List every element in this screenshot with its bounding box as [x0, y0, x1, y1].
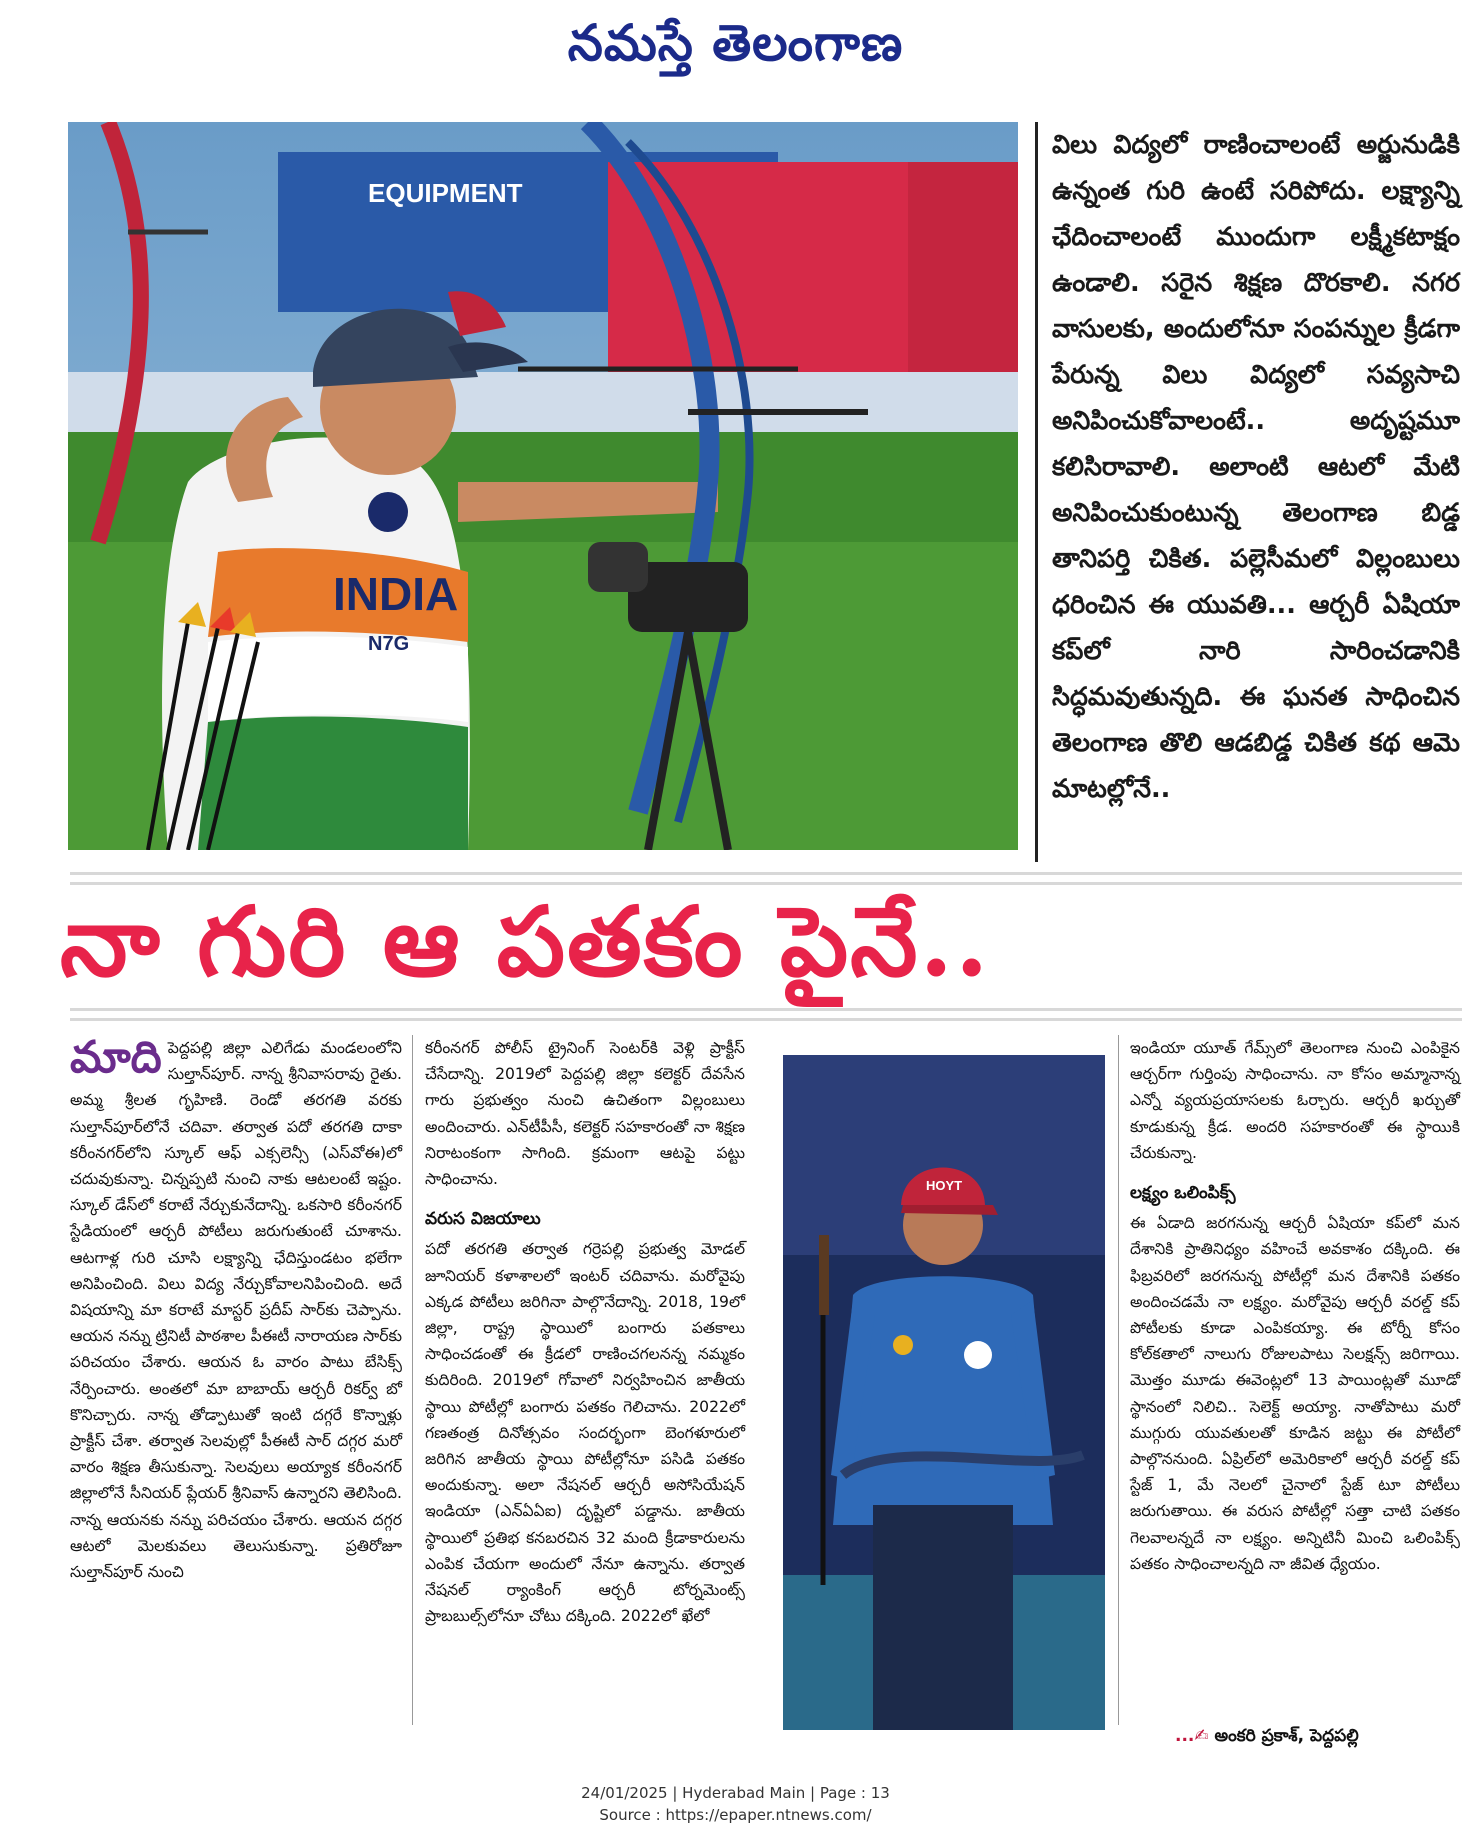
cap-text: HOYT [926, 1178, 963, 1193]
hero-photo [68, 122, 1018, 850]
column-divider [412, 1035, 413, 1725]
intro-box [1035, 122, 1460, 862]
subheading: వరుస విజయాలు [425, 1209, 541, 1230]
article-text: ఇండియా యూత్ గేమ్స్‌లో తెలంగాణ నుంచి ఎంపికైన ఆర్చర్‌గా గుర్తింపు సాధించాను. నా కోసం అమ్మానాన్న ఎన్నో వ్యయప్రయాసలకు ఓర్చారు. ఆర్చరీ ఖర్చుతో కూడుకున్న క్రీడ. అందరి సహకారంతో ఈ స్థాయికి చేరుకున్నా. [1130, 1039, 1460, 1162]
subheading: లక్ష్యం ఒలింపిక్స్ [1130, 1183, 1236, 1204]
footer-source: Source : https://epaper.ntnews.com/ [599, 1806, 872, 1824]
banner-text: EQUIPMENT [368, 178, 523, 208]
jersey-text: INDIA [333, 568, 459, 620]
dropcap: మాది [70, 1032, 162, 1083]
athlete-photo [783, 1055, 1105, 1730]
article-text: కరీంనగర్ పోలీస్ ట్రైనింగ్ సెంటర్‌కి వెళ్లి ప్రాక్టీస్ చేసేదాన్ని. 2019లో పెద్దపల్లి జిల్లా కలెక్టర్ దేవసేన గారు ప్రభుత్వం నుంచి ఉచితంగా విల్లంబులు అందించారు. ఎన్‌టీపీసీ, కలెక్టర్ సహకారంతో నా శిక్షణ నిరాటంకంగా సాగింది. క్రమంగా ఆటపై పట్టు సాధించాను. [425, 1039, 745, 1189]
byline-author: అంకరి ప్రకాశ్, పెద్దపల్లి [1214, 1726, 1359, 1746]
headline-rule [70, 1008, 1462, 1011]
jersey-sub: N7G [368, 633, 410, 655]
article-text: ఈ ఏడాది జరగనున్న ఆర్చరీ ఏషియా కప్‌లో మన దేశానికి ప్రాతినిధ్యం వహించే అవకాశం దక్కింది. ఈ ఫిబ్రవరిలో జరగనున్న పోటీల్లో మన దేశానికి పతకం అందించడమే నా లక్ష్యం. మరోవైపు ఆర్చరీ వరల్డ్ కప్ పోటీలకు కూడా ఎంపికయ్యా. ఈ టోర్నీ కోసం కోల్‌కతాలో నాలుగు రోజులపాటు సెలక్షన్స్ జరిగాయి. మొత్తం మూడు ఈవెంట్లలో 13 పాయింట్లతో మూడో స్థానంలో నిలిచి.. సెలెక్ట్ అయ్యా. నాతోపాటు మరో ముగ్గురు యువతులతో కూడిన జట్టు ఈ పోటీలో పాల్గొననుంది. ఏప్రిల్‌లో అమెరికాలో ఆర్చరీ వరల్డ్ కప్ స్టేజ్ 1, మే నెలలో చైనాలో స్టేజ్ టూ పోటీలు జరుగుతాయి. ఈ వరుస పోటీల్లో సత్తా చాటి పతకం గెలవాలన్నదే నా లక్ష్యం. అన్నిటినీ మించి ఒలింపిక్స్ పతకం సాధించాలన్నది నా జీవిత ధ్యేయం. [1130, 1214, 1460, 1573]
article-text: పదో తరగతి తర్వాత గర్రెపల్లి ప్రభుత్వ మోడల్ జూనియర్ కళాశాలలో ఇంటర్ చదివాను. మరోవైపు ఎక్కడ పోటీలు జరిగినా పాల్గొనేదాన్ని. 2018, 19లో జిల్లా, రాష్ట్ర స్థాయిలో బంగారు పతకాలు సాధించడంతో ఈ క్రీడలో రాణించగలనన్న నమ్మకం కుదిరింది. 2019లో గోవాలో నిర్వహించిన జాతీయ స్థాయి పోటీల్లో బంగారు పతకం గెలిచాను. 2022లో గణతంత్ర దినోత్సవం సందర్భంగా బెంగళూరులో జరిగిన జాతీయ స్థాయి పోటీల్లోనూ పసిడి పతకం అందుకున్నా. అలా నేషనల్ ఆర్చరీ అసోసియేషన్ ఇండియా (ఎన్‌ఏఏఐ) దృష్టిలో పడ్డాను. జాతీయ స్థాయిలో ప్రతిభ కనబరచిన 32 మంది క్రీడాకారులను ఎంపిక చేయగా అందులో నేనూ ఉన్నాను. తర్వాత నేషనల్ ర్యాంకింగ్ ఆర్చరీ టోర్నమెంట్స్ ప్రాబబుల్స్‌లోనూ చోటు దక్కింది. 2022లో ఖేలో [425, 1240, 745, 1626]
article-column-2 [425, 1035, 745, 1629]
article-text: పెద్దపల్లి జిల్లా ఎలిగేడు మండలంలోని సుల్తాన్‌పూర్. నాన్న శ్రీనివాసరావు రైతు. అమ్మ శ్రీలత గృహిణి. రెండో తరగతి వరకు సుల్తాన్‌పూర్‌లోనే చదివా. తర్వాత పదో తరగతి దాకా కరీంనగర్‌లోని స్కూల్ ఆఫ్ ఎక్సలెన్సీ (ఎస్‌వోఈ)లో చదువుకున్నా. చిన్నప్పటి నుంచి నాకు ఆటలంటే ఇష్టం. స్కూల్ డేస్‌లో కరాటే నేర్చుకునేదాన్ని. ఒకసారి కరీంనగర్ స్టేడియంలో ఆర్చరీ పోటీలు జరుగుతుంటే చూశాను. ఆటగాళ్ల గురి చూసి లక్ష్యాన్ని ఛేదిస్తుండటం భలేగా అనిపించింది. విలు విద్య నేర్చుకోవాలనిపించింది. అదే విషయాన్ని మా కరాటే మాస్టర్ ప్రదీప్ సార్‌కు చెప్పాను. ఆయన నన్ను ట్రినిటీ పాఠశాల పీఈటీ నారాయణ సార్‌కు పరిచయం చేశారు. ఆయన ఓ వారం పాటు బేసిక్స్ నేర్పించారు. అంతలో మా బాబాయ్ ఆర్చరీ రికర్వ్ బో కొనిచ్చారు. నాన్న తోడ్పాటుతో ఇంటి దగ్గరే కొన్నాళ్లు ప్రాక్టీస్ చేశా. తర్వాత సెలవుల్లో పీఈటీ సార్ దగ్గర మరో వారం శిక్షణ తీసుకున్నా. సెలవులు అయ్యాక కరీంనగర్ జిల్లాలోనే సీనియర్ ప్లేయర్ శ్రీనివాస్ ఉన్నారని తెలిసింది. నాన్న ఆయనకు నన్ను పరిచయం చేశారు. ఆయన దగ్గర ఆటలో మెలకువలు తెలుసుకున్నా. ప్రతిరోజూ సుల్తాన్‌పూర్ నుంచి [70, 1039, 402, 1582]
pen-icon: ...✍ [1175, 1726, 1209, 1746]
article-column-1 [70, 1032, 402, 1585]
masthead [0, 8, 1471, 78]
column-divider [1118, 1035, 1119, 1725]
article-column-4 [1130, 1035, 1460, 1577]
footer-edition: 24/01/2025 | Hyderabad Main | Page : 13 [581, 1784, 890, 1802]
headline: నా గురి ఆ పతకం పైనే.. [60, 885, 991, 998]
byline [1175, 1726, 1465, 1750]
masthead-title: నమస్తే తెలంగాణ [567, 13, 904, 72]
headline-rule [70, 1018, 1462, 1021]
intro-text: విలు విద్యలో రాణించాలంటే అర్జునుడికి ఉన్నంత గురి ఉంటే సరిపోదు. లక్ష్యాన్ని ఛేదించాలంటే ముందుగా లక్ష్మీకటాక్షం ఉండాలి. సరైన శిక్షణ దొరకాలి. నగర వాసులకు, అందులోనూ సంపన్నుల క్రీడగా పేరున్న విలు విద్యలో సవ్యసాచి అనిపించుకోవాలంటే.. అదృష్టమూ కలిసిరావాలి. అలాంటి ఆటలో మేటి అనిపించుకుంటున్న తెలంగాణ బిడ్డ తానిపర్తి చికిత. పల్లెసీమలో విల్లంబులు ధరించిన ఈ యువతి... ఆర్చరీ ఏషియా కప్‌లో నారి సారించడానికి సిద్ధమవుతున్నది. ఈ ఘనత సాధించిన తెలంగాణ తొలి ఆడబిడ్డ చికిత కథ ఆమె మాటల్లోనే.. [1052, 130, 1460, 804]
